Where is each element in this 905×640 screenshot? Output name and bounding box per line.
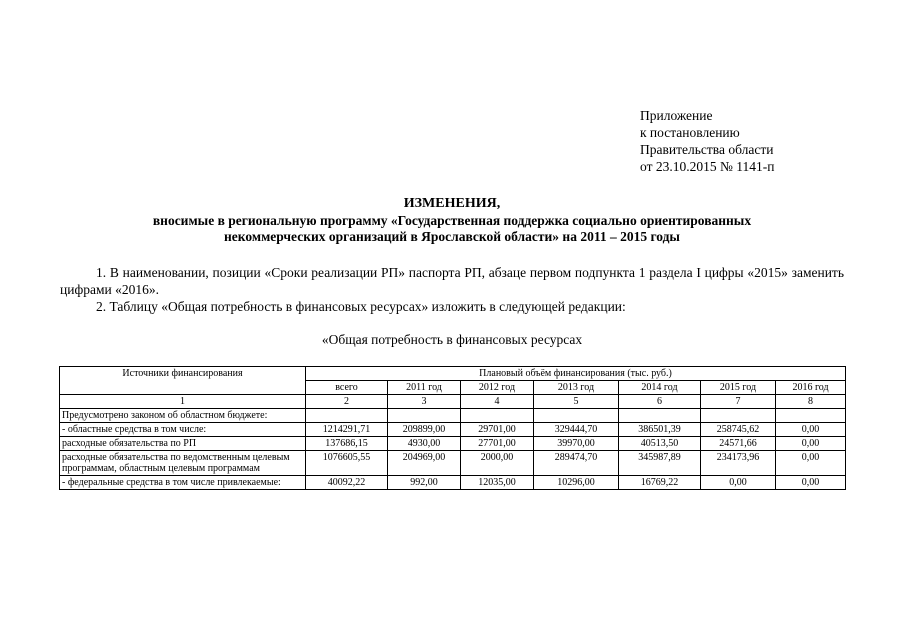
column-header: всего [306, 381, 388, 395]
table-cell: 0,00 [776, 423, 846, 437]
table-cell: 1076605,55 [306, 451, 388, 476]
table-cell: 258745,62 [701, 423, 776, 437]
document-title [60, 196, 844, 245]
table-cell: 12035,00 [461, 476, 534, 490]
table-cell: 137686,15 [306, 437, 388, 451]
column-number: 1 [60, 395, 306, 409]
table-cell [701, 409, 776, 423]
table-cell [461, 409, 534, 423]
appendix-line-1: Приложение [640, 108, 713, 123]
paragraph-2: 2. Таблицу «Общая потребность в финансовых ресурсах» изложить в следующей редакции: [96, 299, 626, 314]
row-label: расходные обязательства по РП [60, 437, 306, 451]
table-cell: 16769,22 [619, 476, 701, 490]
column-number: 5 [534, 395, 619, 409]
table-caption: «Общая потребность в финансовых ресурсах [321, 332, 583, 347]
table-cell: 289474,70 [534, 451, 619, 476]
table-number-row [60, 395, 846, 409]
table-cell: 29701,00 [461, 423, 534, 437]
table-cell: 39970,00 [534, 437, 619, 451]
table-cell: 0,00 [701, 476, 776, 490]
column-number: 2 [306, 395, 388, 409]
table-cell: 40513,50 [619, 437, 701, 451]
table-cell: 0,00 [776, 437, 846, 451]
financing-table [59, 366, 846, 490]
table-cell: 386501,39 [619, 423, 701, 437]
table-cell: 1214291,71 [306, 423, 388, 437]
table-cell: 40092,22 [306, 476, 388, 490]
row-label: расходные обязательства по ведомственным целевым программам, областным целевым программам [60, 451, 306, 476]
column-header: 2011 год [388, 381, 461, 395]
row-label: Предусмотрено законом об областном бюджете: [60, 409, 306, 423]
header-plan: Плановый объём финансирования (тыс. руб.) [306, 367, 846, 381]
table-cell [776, 409, 846, 423]
column-header: 2014 год [619, 381, 701, 395]
column-number: 4 [461, 395, 534, 409]
title-main: ИЗМЕНЕНИЯ, [403, 196, 501, 211]
table-cell: 24571,66 [701, 437, 776, 451]
table-row [60, 437, 846, 451]
title-sub-line-1: вносимые в региональную программу «Государственная поддержка социально ориентированных [152, 213, 752, 228]
table-cell: 345987,89 [619, 451, 701, 476]
table-cell [534, 409, 619, 423]
table-cell: 209899,00 [388, 423, 461, 437]
column-number: 7 [701, 395, 776, 409]
appendix-header [640, 107, 774, 175]
table-cell: 992,00 [388, 476, 461, 490]
column-number: 6 [619, 395, 701, 409]
table-cell [388, 409, 461, 423]
table-cell [306, 409, 388, 423]
appendix-line-3: Правительства области [640, 142, 774, 157]
column-header: 2013 год [534, 381, 619, 395]
appendix-line-2: к постановлению [640, 125, 740, 140]
table-cell: 4930,00 [388, 437, 461, 451]
header-sources: Источники финансирования [60, 367, 306, 395]
table-row [60, 409, 846, 423]
column-header: 2012 год [461, 381, 534, 395]
row-label: - федеральные средства в том числе привлекаемые: [60, 476, 306, 490]
title-sub-line-2: некоммерческих организаций в Ярославской области» на 2011 – 2015 годы [224, 229, 680, 244]
column-header: 2015 год [701, 381, 776, 395]
column-number: 8 [776, 395, 846, 409]
table-cell: 329444,70 [534, 423, 619, 437]
table-row [60, 476, 846, 490]
paragraph-1: 1. В наименовании, позиции «Сроки реализации РП» паспорта РП, абзаце первом подпункта 1 раздела I цифры «2015» заменить цифрами «2016». [60, 265, 844, 297]
column-header: 2016 год [776, 381, 846, 395]
table-header-row [60, 367, 846, 381]
table-cell: 234173,96 [701, 451, 776, 476]
table-cell [619, 409, 701, 423]
body-paragraphs [60, 264, 844, 315]
table-cell: 27701,00 [461, 437, 534, 451]
table-row [60, 451, 846, 476]
table-row [60, 423, 846, 437]
table-cell: 0,00 [776, 451, 846, 476]
appendix-line-4: от 23.10.2015 № 1141-п [640, 159, 775, 174]
table-cell: 204969,00 [388, 451, 461, 476]
table-cell: 0,00 [776, 476, 846, 490]
row-label: - областные средства в том числе: [60, 423, 306, 437]
table-cell: 10296,00 [534, 476, 619, 490]
column-number: 3 [388, 395, 461, 409]
table-cell: 2000,00 [461, 451, 534, 476]
